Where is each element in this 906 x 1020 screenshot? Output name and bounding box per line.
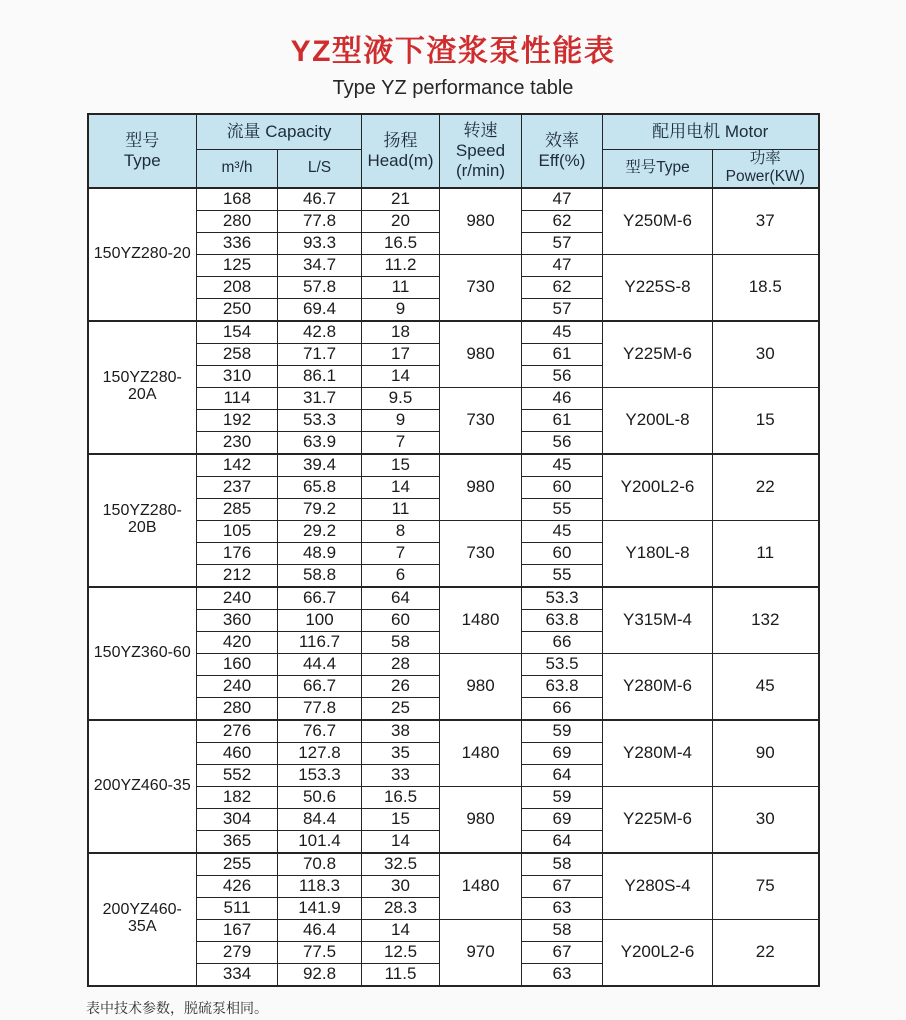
head-cell: 28.3 (362, 897, 440, 919)
capacity-m3h-cell: 160 (197, 653, 278, 675)
motor-type-cell: Y200L-8 (603, 387, 713, 454)
motor-power-cell: 30 (713, 321, 819, 388)
head-cell: 20 (362, 210, 440, 232)
head-cell: 60 (362, 609, 440, 631)
speed-cell: 730 (440, 520, 522, 587)
model-cell: 200YZ460-35 (88, 720, 197, 853)
capacity-m3h-cell: 258 (197, 343, 278, 365)
capacity-m3h-cell: 426 (197, 875, 278, 897)
col-header-type-zh: 型号 (125, 130, 160, 150)
col-header-head-zh: 扬程 (383, 130, 418, 150)
capacity-ls-cell: 118.3 (278, 875, 362, 897)
head-cell: 18 (362, 321, 440, 344)
col-header-head (362, 114, 440, 188)
eff-cell: 47 (522, 188, 603, 211)
table-row (88, 853, 819, 876)
eff-cell: 45 (522, 520, 603, 542)
speed-cell: 980 (440, 653, 522, 720)
table-row (88, 520, 819, 542)
table-header (88, 114, 819, 188)
capacity-ls-cell: 101.4 (278, 830, 362, 853)
motor-power-cell: 11 (713, 520, 819, 587)
motor-power-cell: 30 (713, 786, 819, 853)
table-row (88, 387, 819, 409)
head-cell: 8 (362, 520, 440, 542)
col-header-motor: 配用电机 Motor (603, 114, 819, 150)
capacity-ls-cell: 42.8 (278, 321, 362, 344)
capacity-ls-cell: 100 (278, 609, 362, 631)
capacity-m3h-cell: 240 (197, 675, 278, 697)
table-row (88, 188, 819, 211)
table-row (88, 321, 819, 344)
head-cell: 14 (362, 830, 440, 853)
speed-cell: 1480 (440, 853, 522, 920)
motor-power-cell: 37 (713, 188, 819, 255)
subcol-header-m3h: m³/h (197, 150, 278, 188)
eff-cell: 62 (522, 210, 603, 232)
motor-power-cell: 132 (713, 587, 819, 654)
model-cell: 150YZ360-60 (88, 587, 197, 720)
eff-cell: 57 (522, 232, 603, 254)
capacity-m3h-cell: 105 (197, 520, 278, 542)
capacity-ls-cell: 93.3 (278, 232, 362, 254)
capacity-m3h-cell: 255 (197, 853, 278, 876)
capacity-m3h-cell: 279 (197, 941, 278, 963)
model-cell: 150YZ280-20 (88, 188, 197, 321)
table-row (88, 587, 819, 610)
head-cell: 38 (362, 720, 440, 743)
motor-type-cell: Y200L2-6 (603, 919, 713, 986)
motor-power-cell: 15 (713, 387, 819, 454)
capacity-m3h-cell: 276 (197, 720, 278, 743)
capacity-ls-cell: 57.8 (278, 276, 362, 298)
subcol-header-motor-power: 功率Power(KW) (713, 150, 819, 188)
capacity-ls-cell: 29.2 (278, 520, 362, 542)
speed-cell: 730 (440, 254, 522, 321)
speed-cell: 980 (440, 188, 522, 255)
eff-cell: 61 (522, 343, 603, 365)
eff-cell: 57 (522, 298, 603, 321)
table-body (88, 188, 819, 986)
capacity-ls-cell: 84.4 (278, 808, 362, 830)
head-cell: 32.5 (362, 853, 440, 876)
capacity-m3h-cell: 182 (197, 786, 278, 808)
capacity-ls-cell: 53.3 (278, 409, 362, 431)
motor-type-cell: Y250M-6 (603, 188, 713, 255)
eff-cell: 62 (522, 276, 603, 298)
table-row (88, 454, 819, 477)
head-cell: 15 (362, 454, 440, 477)
capacity-m3h-cell: 552 (197, 764, 278, 786)
capacity-ls-cell: 39.4 (278, 454, 362, 477)
motor-power-cell: 90 (713, 720, 819, 787)
eff-cell: 59 (522, 786, 603, 808)
eff-cell: 55 (522, 498, 603, 520)
capacity-m3h-cell: 168 (197, 188, 278, 211)
head-cell: 12.5 (362, 941, 440, 963)
capacity-m3h-cell: 420 (197, 631, 278, 653)
eff-cell: 64 (522, 764, 603, 786)
motor-power-cell: 22 (713, 454, 819, 521)
subcol-header-ls: L/S (278, 150, 362, 188)
page-subtitle: Type YZ performance table (332, 77, 574, 99)
eff-cell: 66 (522, 697, 603, 720)
head-cell: 15 (362, 808, 440, 830)
head-cell: 33 (362, 764, 440, 786)
speed-cell: 980 (440, 454, 522, 521)
subcol-header-motor-type: 型号Type (603, 150, 713, 188)
performance-table (87, 113, 820, 987)
eff-cell: 55 (522, 564, 603, 587)
capacity-ls-cell: 63.9 (278, 431, 362, 454)
capacity-m3h-cell: 176 (197, 542, 278, 564)
head-cell: 6 (362, 564, 440, 587)
capacity-m3h-cell: 285 (197, 498, 278, 520)
capacity-m3h-cell: 237 (197, 476, 278, 498)
table-row (88, 653, 819, 675)
eff-cell: 64 (522, 830, 603, 853)
capacity-ls-cell: 77.8 (278, 697, 362, 720)
speed-cell: 980 (440, 321, 522, 388)
capacity-m3h-cell: 310 (197, 365, 278, 387)
head-cell: 26 (362, 675, 440, 697)
capacity-ls-cell: 44.4 (278, 653, 362, 675)
capacity-m3h-cell: 114 (197, 387, 278, 409)
eff-cell: 58 (522, 919, 603, 941)
eff-cell: 53.5 (522, 653, 603, 675)
model-cell: 200YZ460-35A (88, 853, 197, 986)
motor-type-cell: Y280M-4 (603, 720, 713, 787)
eff-cell: 53.3 (522, 587, 603, 610)
page-title: YZ型液下渣浆泵性能表 (290, 35, 616, 68)
motor-power-cell: 22 (713, 919, 819, 986)
col-header-eff-zh: 效率 (545, 130, 579, 150)
capacity-ls-cell: 116.7 (278, 631, 362, 653)
header-row-1 (88, 114, 819, 150)
eff-cell: 46 (522, 387, 603, 409)
head-cell: 28 (362, 653, 440, 675)
motor-power-cell: 18.5 (713, 254, 819, 321)
capacity-ls-cell: 92.8 (278, 963, 362, 986)
eff-cell: 60 (522, 542, 603, 564)
capacity-m3h-cell: 212 (197, 564, 278, 587)
capacity-ls-cell: 70.8 (278, 853, 362, 876)
head-cell: 16.5 (362, 786, 440, 808)
head-cell: 9 (362, 298, 440, 321)
col-header-eff (522, 114, 603, 188)
capacity-m3h-cell: 230 (197, 431, 278, 454)
col-header-eff-en: Eff(%) (538, 150, 586, 170)
capacity-m3h-cell: 460 (197, 742, 278, 764)
head-cell: 58 (362, 631, 440, 653)
capacity-ls-cell: 86.1 (278, 365, 362, 387)
head-cell: 30 (362, 875, 440, 897)
eff-cell: 58 (522, 853, 603, 876)
eff-cell: 56 (522, 431, 603, 454)
speed-cell: 1480 (440, 587, 522, 654)
eff-cell: 45 (522, 454, 603, 477)
model-cell: 150YZ280-20A (88, 321, 197, 454)
capacity-m3h-cell: 250 (197, 298, 278, 321)
capacity-m3h-cell: 240 (197, 587, 278, 610)
motor-power-cell: 45 (713, 653, 819, 720)
capacity-m3h-cell: 280 (197, 697, 278, 720)
col-header-speed-unit: (r/min) (455, 160, 506, 180)
capacity-ls-cell: 76.7 (278, 720, 362, 743)
capacity-ls-cell: 66.7 (278, 587, 362, 610)
col-header-capacity: 流量 Capacity (197, 114, 362, 150)
head-cell: 16.5 (362, 232, 440, 254)
capacity-ls-cell: 31.7 (278, 387, 362, 409)
capacity-ls-cell: 65.8 (278, 476, 362, 498)
motor-type-cell: Y280M-6 (603, 653, 713, 720)
head-cell: 11 (362, 276, 440, 298)
head-cell: 9 (362, 409, 440, 431)
eff-cell: 66 (522, 631, 603, 653)
head-cell: 7 (362, 542, 440, 564)
capacity-m3h-cell: 365 (197, 830, 278, 853)
capacity-m3h-cell: 336 (197, 232, 278, 254)
table-row (88, 720, 819, 743)
eff-cell: 69 (522, 808, 603, 830)
capacity-m3h-cell: 192 (197, 409, 278, 431)
eff-cell: 61 (522, 409, 603, 431)
capacity-m3h-cell: 334 (197, 963, 278, 986)
eff-cell: 63.8 (522, 609, 603, 631)
capacity-ls-cell: 141.9 (278, 897, 362, 919)
head-cell: 21 (362, 188, 440, 211)
eff-cell: 60 (522, 476, 603, 498)
capacity-ls-cell: 127.8 (278, 742, 362, 764)
eff-cell: 47 (522, 254, 603, 276)
capacity-ls-cell: 66.7 (278, 675, 362, 697)
capacity-m3h-cell: 154 (197, 321, 278, 344)
capacity-ls-cell: 79.2 (278, 498, 362, 520)
eff-cell: 63.8 (522, 675, 603, 697)
table-row (88, 254, 819, 276)
head-cell: 11.5 (362, 963, 440, 986)
eff-cell: 67 (522, 941, 603, 963)
col-header-type (88, 114, 197, 188)
capacity-ls-cell: 71.7 (278, 343, 362, 365)
speed-cell: 730 (440, 387, 522, 454)
eff-cell: 63 (522, 897, 603, 919)
motor-type-cell: Y225M-6 (603, 786, 713, 853)
capacity-m3h-cell: 142 (197, 454, 278, 477)
head-cell: 11.2 (362, 254, 440, 276)
footnote: 表中技术参数，脱硫泵相同。 (86, 999, 268, 1016)
head-cell: 9.5 (362, 387, 440, 409)
head-cell: 14 (362, 476, 440, 498)
motor-type-cell: Y180L-8 (603, 520, 713, 587)
capacity-ls-cell: 34.7 (278, 254, 362, 276)
head-cell: 7 (362, 431, 440, 454)
eff-cell: 45 (522, 321, 603, 344)
head-cell: 14 (362, 365, 440, 387)
eff-cell: 69 (522, 742, 603, 764)
head-cell: 11 (362, 498, 440, 520)
col-header-speed-en: Speed (455, 140, 506, 160)
capacity-m3h-cell: 360 (197, 609, 278, 631)
motor-type-cell: Y315M-4 (603, 587, 713, 654)
motor-type-cell: Y225M-6 (603, 321, 713, 388)
capacity-m3h-cell: 208 (197, 276, 278, 298)
eff-cell: 67 (522, 875, 603, 897)
capacity-m3h-cell: 304 (197, 808, 278, 830)
capacity-ls-cell: 48.9 (278, 542, 362, 564)
eff-cell: 56 (522, 365, 603, 387)
eff-cell: 63 (522, 963, 603, 986)
capacity-ls-cell: 69.4 (278, 298, 362, 321)
motor-type-cell: Y225S-8 (603, 254, 713, 321)
speed-cell: 1480 (440, 720, 522, 787)
capacity-m3h-cell: 280 (197, 210, 278, 232)
capacity-m3h-cell: 511 (197, 897, 278, 919)
capacity-ls-cell: 58.8 (278, 564, 362, 587)
col-header-speed (440, 114, 522, 188)
head-cell: 64 (362, 587, 440, 610)
capacity-m3h-cell: 125 (197, 254, 278, 276)
capacity-ls-cell: 77.5 (278, 941, 362, 963)
motor-power-cell: 75 (713, 853, 819, 920)
col-header-type-en: Type (123, 150, 161, 170)
table-row (88, 919, 819, 941)
head-cell: 35 (362, 742, 440, 764)
speed-cell: 980 (440, 786, 522, 853)
model-cell: 150YZ280-20B (88, 454, 197, 587)
head-cell: 14 (362, 919, 440, 941)
col-header-head-en: Head(m) (367, 150, 434, 170)
motor-type-cell: Y200L2-6 (603, 454, 713, 521)
capacity-ls-cell: 46.7 (278, 188, 362, 211)
eff-cell: 59 (522, 720, 603, 743)
capacity-m3h-cell: 167 (197, 919, 278, 941)
motor-type-cell: Y280S-4 (603, 853, 713, 920)
capacity-ls-cell: 153.3 (278, 764, 362, 786)
table-row (88, 786, 819, 808)
capacity-ls-cell: 77.8 (278, 210, 362, 232)
capacity-ls-cell: 50.6 (278, 786, 362, 808)
capacity-ls-cell: 46.4 (278, 919, 362, 941)
head-cell: 25 (362, 697, 440, 720)
speed-cell: 970 (440, 919, 522, 986)
head-cell: 17 (362, 343, 440, 365)
col-header-speed-zh: 转速 (463, 120, 498, 140)
